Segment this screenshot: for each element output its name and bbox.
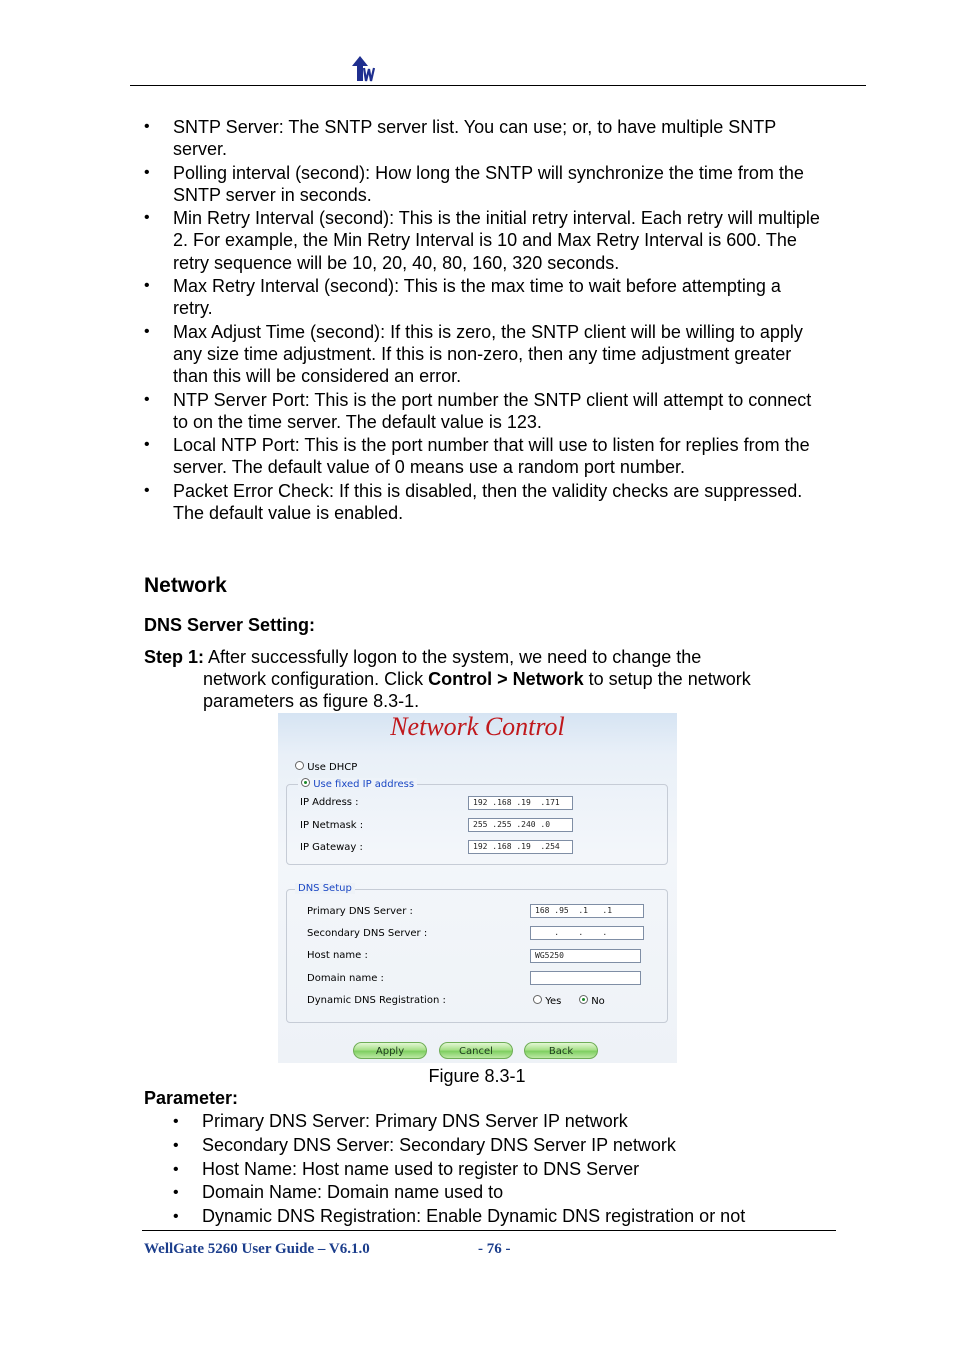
radio-icon [295, 761, 304, 770]
list-item: • Domain Name: Domain name used to [173, 1181, 833, 1205]
list-item: • Packet Error Check: If this is disabled, then the validity checks are suppressed. The default value is enabled. [144, 480, 824, 525]
radio-selected-icon [579, 995, 588, 1004]
use-fixed-ip-label: Use fixed IP address [313, 779, 415, 790]
parameter-bullet-list [173, 1110, 833, 1229]
ip-gateway-label: IP Gateway : [300, 842, 363, 853]
dns-setup-legend: DNS Setup [295, 883, 355, 894]
section-title: Network [144, 574, 227, 597]
domain-name-field[interactable] [530, 971, 641, 985]
list-item: • Primary DNS Server: Primary DNS Server IP network [173, 1110, 833, 1134]
ip-address-label: IP Address : [300, 797, 359, 808]
list-item: • Min Retry Interval (second): This is the initial retry interval. Each retry will multiple 2. For example, the Min Retry Interval is 10 and Max Retry Interval is 600. The retry sequence will be 10, 20, 40, 80, 160, 320 seconds. [144, 207, 824, 274]
step-label: Step 1: [144, 647, 205, 667]
apply-button[interactable]: Apply [353, 1042, 427, 1059]
use-fixed-ip-option[interactable] [298, 778, 417, 790]
domain-name-label: Domain name : [307, 973, 384, 984]
footer-guide-title: WellGate 5260 User Guide – V6.1.0 [144, 1241, 370, 1257]
radio-selected-icon [301, 778, 310, 787]
ip-netmask-field[interactable]: 255 .255 .240 .0 [468, 818, 573, 832]
step-text: network configuration. Click [203, 669, 429, 689]
primary-dns-label: Primary DNS Server : [307, 906, 413, 917]
host-name-field[interactable]: WG5250 [530, 949, 641, 963]
subsection-title: DNS Server Setting: [144, 615, 316, 635]
secondary-dns-field[interactable]: . . . [530, 926, 644, 940]
parameter-title: Parameter: [144, 1088, 239, 1108]
secondary-dns-label: Secondary DNS Server : [307, 928, 428, 939]
ip-address-field[interactable]: 192 .168 .19 .171 [468, 796, 573, 810]
control-network-path: Control > Network [428, 669, 584, 689]
back-button[interactable]: Back [524, 1042, 598, 1059]
header-rule [130, 85, 866, 86]
ddns-yes-option[interactable] [533, 995, 561, 1007]
list-item: • Host Name: Host name used to register to DNS Server [173, 1158, 833, 1182]
step-text: After successfully logon to the system, we need to change the [204, 647, 702, 667]
list-item: • Dynamic DNS Registration: Enable Dynamic DNS registration or not [173, 1205, 833, 1229]
figure-caption: Figure 8.3-1 [428, 1066, 526, 1086]
step-text: to setup the network [583, 669, 751, 689]
ip-gateway-field[interactable]: 192 .168 .19 .254 [468, 840, 573, 854]
list-item: • Secondary DNS Server: Secondary DNS Server IP network [173, 1134, 833, 1158]
list-item: • Polling interval (second): How long the SNTP will synchronize the time from the SNTP server in seconds. [144, 162, 824, 207]
ip-netmask-label: IP Netmask : [300, 820, 364, 831]
step-paragraph [144, 646, 814, 712]
footer-page-number: - 76 - [478, 1241, 511, 1257]
network-control-figure [278, 713, 677, 1063]
list-item: • Local NTP Port: This is the port number that will use to listen for replies from the server. The default value of 0 means use a random port number. [144, 434, 824, 479]
figure-title: Network Control [390, 712, 565, 741]
step-text: parameters as figure 8.3-1. [203, 691, 420, 711]
use-dhcp-label: Use DHCP [307, 762, 358, 773]
use-dhcp-option[interactable] [295, 761, 357, 773]
list-item: • SNTP Server: The SNTP server list. You can use; or, to have multiple SNTP server. [144, 116, 824, 161]
footer-rule [142, 1230, 836, 1231]
list-item: • Max Adjust Time (second): If this is zero, the SNTP client will be willing to apply any size time adjustment. If this is non-zero, then any time adjustment greater than this will be considered an error. [144, 321, 824, 388]
cancel-button[interactable]: Cancel [439, 1042, 513, 1059]
radio-icon [533, 995, 542, 1004]
ddns-yes-label: Yes [545, 996, 562, 1007]
intro-bullet-list [144, 116, 824, 525]
ddns-no-label: No [591, 996, 605, 1007]
primary-dns-field[interactable]: 168 .95 .1 .1 [530, 904, 644, 918]
ddns-label: Dynamic DNS Registration : [307, 995, 446, 1006]
list-item: • NTP Server Port: This is the port number the SNTP client will attempt to connect to on the time server. The default value is 123. [144, 389, 824, 434]
list-item: • Max Retry Interval (second): This is the max time to wait before attempting a retry. [144, 275, 824, 320]
ddns-no-option[interactable] [579, 995, 605, 1007]
host-name-label: Host name : [307, 950, 368, 961]
company-logo-icon [348, 55, 380, 83]
